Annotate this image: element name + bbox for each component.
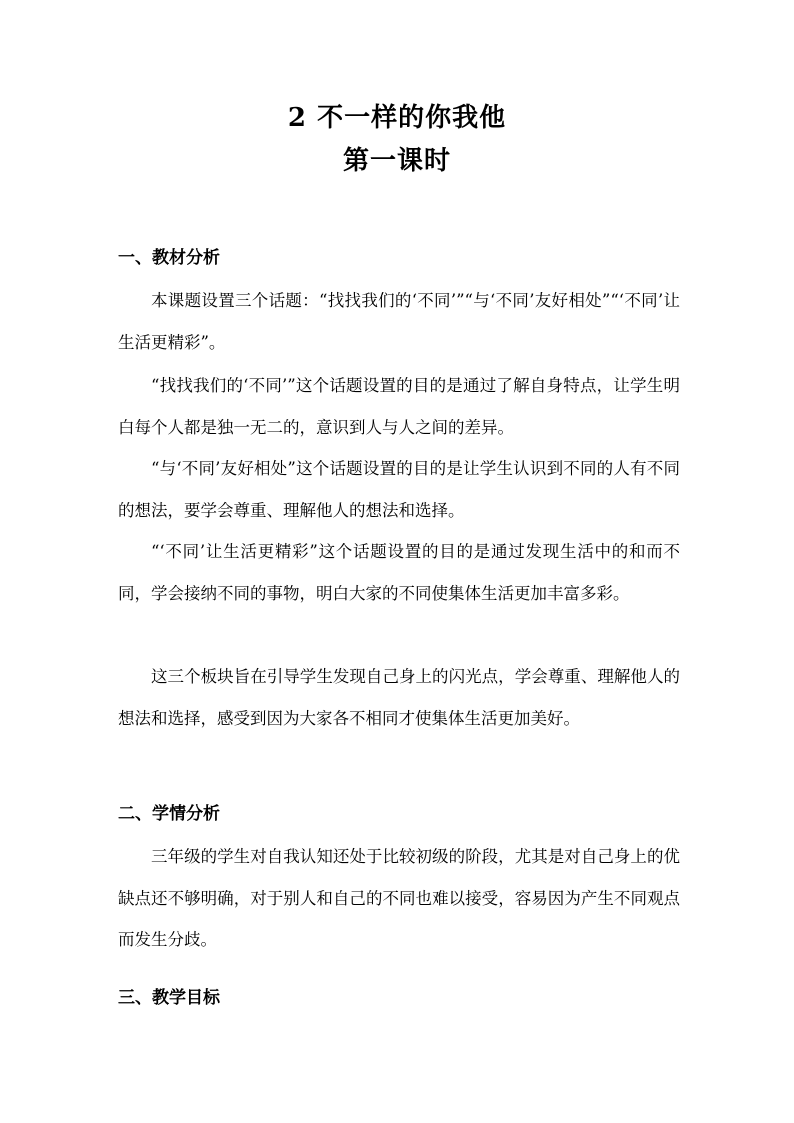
paragraph: 三年级的学生对自我认知还处于比较初级的阶段，尤其是对自己身上的优缺点还不够明确，对于别人和自己的不同也难以接受，容易因为产生不同观点而发生分歧。 [118,847,680,949]
paragraph: “‘不同’让生活更精彩”这个话题设置的目的是通过发现生活中的和而不同，学会接纳不同的事物，明白大家的不同使集体生活更加丰富多彩。 [118,542,680,603]
document-title: 2 不一样的你我他 [287,103,507,133]
section-heading-teaching-goals: 三、教学目标 [118,988,220,1008]
paragraph: 这三个板块旨在引导学生发现自己身上的闪光点，学会尊重、理解他人的想法和选择，感受到因为大家各不相同才使集体生活更加美好。 [118,667,680,728]
document-subtitle: 第一课时 [342,146,451,176]
paragraph: “与‘不同’友好相处”这个话题设置的目的是让学生认识到不同的人有不同的想法，要学会尊重、理解他人的想法和选择。 [118,459,680,520]
paragraph: 本课题设置三个话题：“找找我们的‘不同’”“与‘不同’友好相处”“‘不同’让生活更精彩”。 [118,291,680,352]
paragraph: “找找我们的‘不同’”这个话题设置的目的是通过了解自身特点，让学生明白每个人都是独一无二的，意识到人与人之间的差异。 [118,376,680,437]
section-heading-textbook-analysis: 一、教材分析 [118,248,220,268]
section-heading-student-analysis: 二、学情分析 [118,804,220,824]
